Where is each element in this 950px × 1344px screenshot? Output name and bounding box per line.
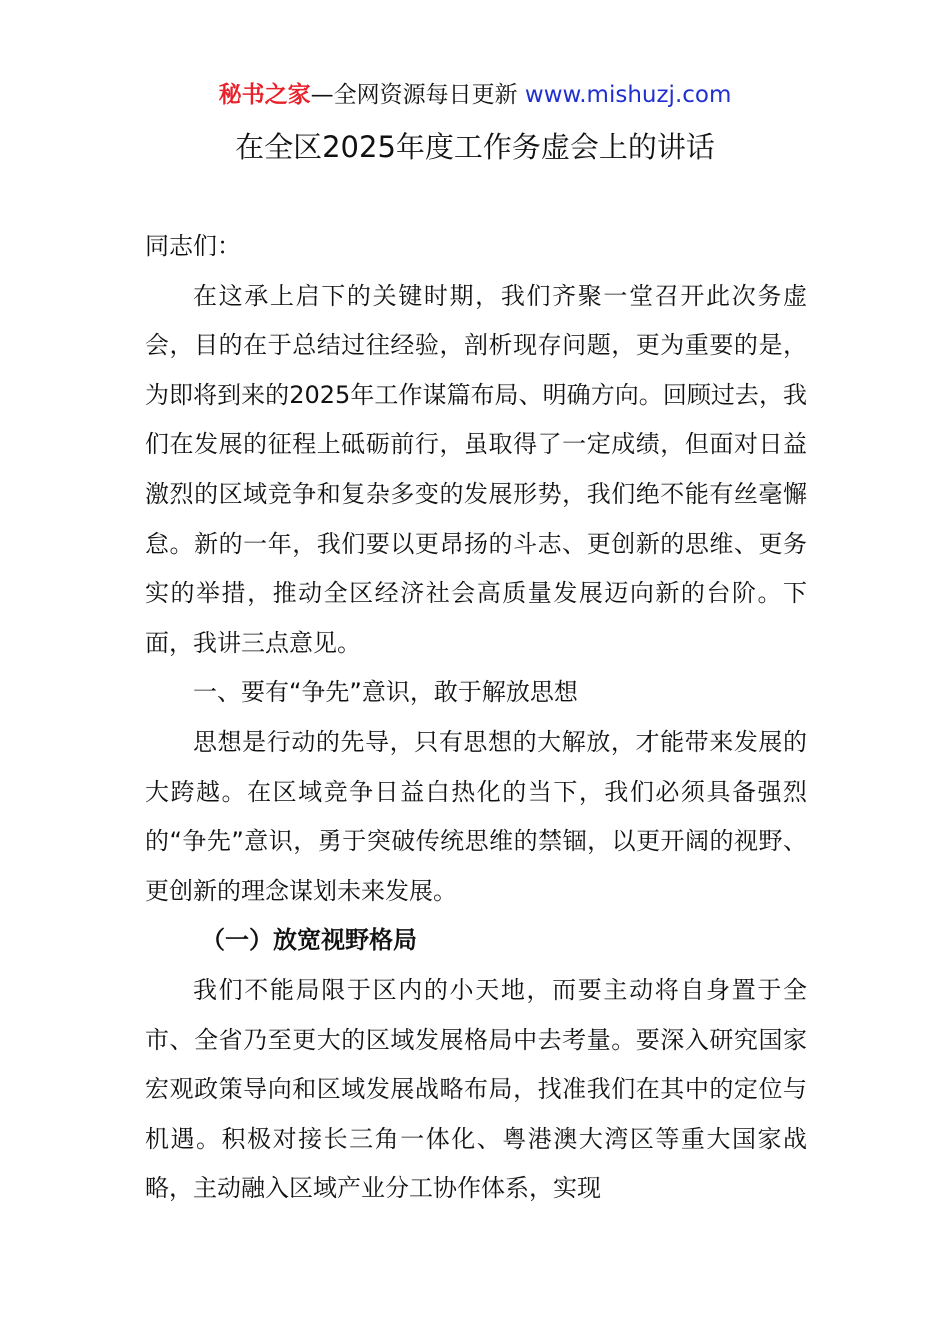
brand-name: 秘书之家 <box>218 82 311 108</box>
section-heading-1: 一、要有“争先”意识，敢于解放思想 <box>193 678 578 707</box>
subsection-paragraph-1: 我们不能局限于区内的小天地，而要主动将自身置于全市、全省乃至更大的区域发展格局中去考量。要深入研究国家宏观政策导向和区域发展战略布局，找准我们在其中的定位与机遇。积极对接长三角一体化、粤港澳大湾区等重大国家战略，主动融入区域产业分工协作体系，实现 <box>145 975 807 1203</box>
document-title: 在全区2025年度工作务虚会上的讲话 <box>235 130 715 164</box>
intro-paragraph: 在这承上启下的关键时期，我们齐聚一堂召开此次务虚会，目的在于总结过往经验，剖析现存问题，更为重要的是，为即将到来的2025年工作谋篇布局、明确方向。回顾过去，我们在发展的征程上砥砺前行，虽取得了一定成绩，但面对日益激烈的区域竞争和复杂多变的发展形势，我们绝不能有丝毫懈怠。新的一年，我们要以更昂扬的斗志、更创新的思维、更务实的举措，推动全区经济社会高质量发展迈向新的台阶。下面，我讲三点意见。 <box>145 281 807 657</box>
header-tagline: —全网资源每日更新 <box>310 82 518 108</box>
speech-body <box>145 222 807 1214</box>
site-url-link[interactable]: www.mishuzj.com <box>524 82 732 108</box>
site-header <box>0 78 950 112</box>
subsection-heading-1: （一）放宽视野格局 <box>201 926 417 955</box>
section-paragraph-1: 思想是行动的先导，只有思想的大解放，才能带来发展的大跨越。在区域竞争日益白热化的当下，我们必须具备强烈的“争先”意识，勇于突破传统思维的禁锢，以更开阔的视野、更创新的理念谋划未来发展。 <box>145 727 807 905</box>
salutation: 同志们： <box>145 232 241 260</box>
